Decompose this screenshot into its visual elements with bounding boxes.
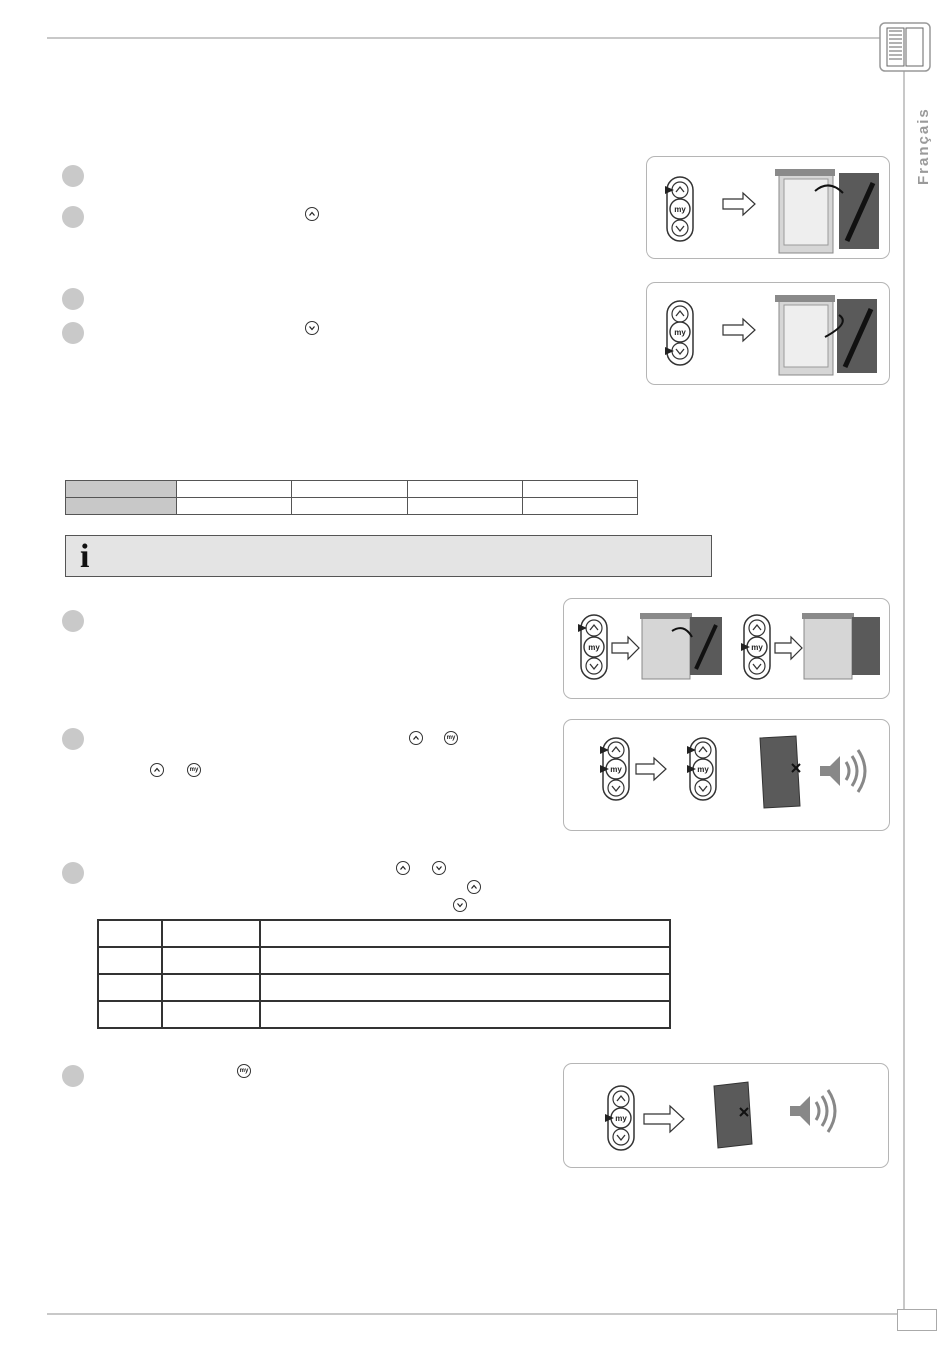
info-note-box — [65, 535, 712, 577]
remote-icon — [741, 615, 770, 679]
down-button-icon — [453, 898, 467, 912]
svg-text:my: my — [615, 1114, 627, 1123]
bottom-rule — [47, 1313, 899, 1315]
step-marker — [62, 728, 84, 750]
step-marker — [62, 288, 84, 310]
remote-icon — [578, 615, 607, 679]
remote-icon — [605, 1086, 634, 1150]
top-rule — [47, 37, 905, 39]
side-rule — [903, 70, 905, 1310]
svg-text:my: my — [697, 765, 709, 774]
remote-icon — [665, 177, 693, 241]
table-row — [98, 1001, 670, 1028]
svg-text:my: my — [588, 643, 600, 652]
figure-programming-feedback — [563, 719, 890, 831]
step-marker — [62, 610, 84, 632]
up-button-icon — [150, 763, 164, 777]
svg-text:my: my — [610, 765, 622, 774]
page-number-box — [897, 1309, 937, 1331]
shutter-logo-icon — [879, 22, 931, 72]
figure-confirm-feedback — [563, 1063, 889, 1168]
up-button-icon — [409, 731, 423, 745]
speaker-icon — [790, 1090, 835, 1132]
arrow-right-icon — [723, 319, 755, 341]
figure-close-shutter — [646, 282, 890, 385]
table-row — [66, 498, 638, 515]
down-button-icon — [432, 861, 446, 875]
remote-icon — [600, 738, 629, 800]
table-row — [98, 920, 670, 947]
figure-open-shutter — [646, 156, 890, 259]
step-marker — [62, 862, 84, 884]
remote-icon — [687, 738, 716, 800]
table-row — [98, 974, 670, 1001]
options-table — [97, 919, 671, 1029]
up-button-icon — [467, 880, 481, 894]
my-button-icon: my — [187, 763, 201, 777]
my-button-icon: my — [444, 731, 458, 745]
down-button-icon — [305, 321, 319, 335]
speaker-icon — [820, 750, 865, 792]
step-marker — [62, 206, 84, 228]
step-marker — [62, 322, 84, 344]
svg-text:my: my — [674, 328, 686, 337]
up-button-icon — [305, 207, 319, 221]
language-label: Français — [915, 107, 932, 185]
settings-table — [65, 480, 638, 515]
info-i-icon: i — [80, 538, 90, 575]
svg-text:my: my — [751, 643, 763, 652]
table-row — [98, 947, 670, 974]
step-marker — [62, 1065, 84, 1087]
my-button-icon: my — [237, 1064, 251, 1078]
step-marker — [62, 165, 84, 187]
up-button-icon — [396, 861, 410, 875]
table-row — [66, 481, 638, 498]
figure-remote-sequence — [563, 598, 890, 699]
arrow-right-icon — [723, 193, 755, 215]
svg-text:my: my — [674, 205, 686, 214]
remote-icon — [665, 301, 693, 365]
